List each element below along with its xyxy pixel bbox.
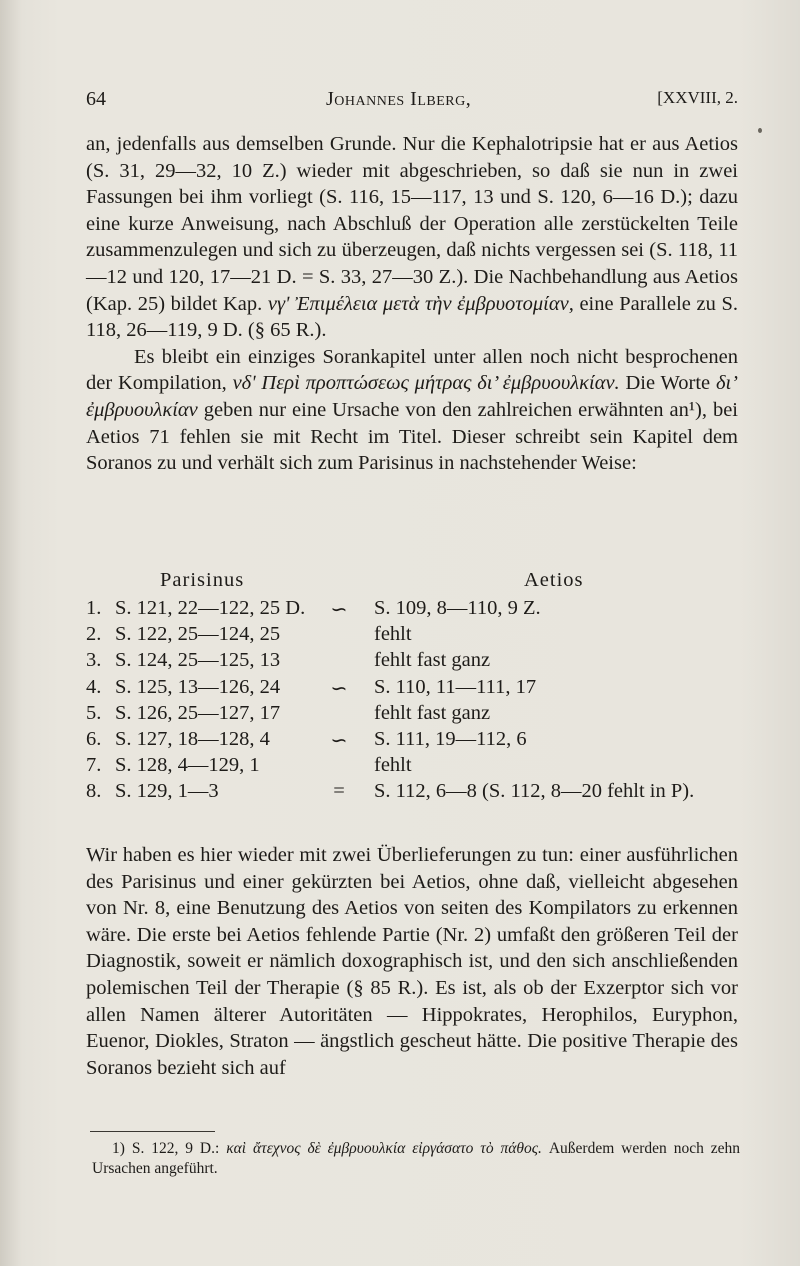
paragraph: Wir haben es hier wieder mit zwei Überlieferungen zu tun: einer ausführlichen des Parisinus und einer gekürzten bei Aetios, ohne daß, vielleicht abgesehen von Nr. 8, eine Benutzung des Aetios von seiten des Kompilators zu erkennen wäre. Die erste bei Aetios fehlende Partie (Nr. 2) umfaßt den größeren Teil der Diagnostik, soweit er nämlich doxographisch ist, und den sich anschließenden polemischen Teil der Therapie (§ 85 R.). Es ist, als ob der Exzerptor sich vor allen Namen älterer Autoritäten — Hippokrates, Herophilos, Euryphon, Euenor, Diokles, Straton — ängstlich gescheut hätte. Die positive Therapie des Soranos bezieht sich auf	[86, 844, 738, 1079]
aetios-cell: S. 109, 8—110, 9 Z.	[374, 597, 541, 619]
row-number: 2.	[86, 623, 102, 646]
relation-symbol: ∽	[330, 599, 348, 621]
parisinus-cell: S. 127, 18—128, 4	[115, 727, 270, 750]
table-row	[86, 702, 756, 728]
text-run: 1) S. 122, 9 D.:	[112, 1140, 227, 1157]
parisinus-cell: S. 125, 13—126, 24	[115, 675, 281, 698]
parisinus-cell: S. 122, 25—124, 25	[115, 623, 281, 646]
parisinus-cell: S. 124, 25—125, 13	[115, 649, 281, 672]
table-row	[86, 754, 756, 780]
aetios-cell: fehlt	[374, 754, 412, 777]
footnote	[92, 1139, 740, 1179]
section-marker: [XXVIII, 2.	[657, 88, 738, 107]
text-run: eine Parallele zu S. 118, 26—119, 9 D. (§ 65 R.).	[86, 292, 738, 342]
text-run: Die Worte	[619, 372, 716, 395]
text-run: Außerdem werden noch zehn Ursachen angeführt.	[92, 1140, 740, 1177]
relation-symbol: ∽	[330, 677, 348, 700]
column-header-parisinus: Parisinus	[160, 569, 245, 591]
greek-text: νδʹ Περὶ προπτώσεως μήτρας δι’ ἐμβρυουλκίαν.	[232, 372, 620, 395]
row-number: 8.	[86, 780, 102, 803]
parisinus-cell: S. 121, 22—122, 25 D.	[115, 597, 306, 619]
table-row	[86, 676, 756, 702]
greek-text: καὶ ἄτεχνος δὲ ἐμβρυουλκία εἰργάσατο τὸ πάθος.	[226, 1140, 542, 1157]
greek-text: δι’ ἐμβρυουλκίαν	[86, 372, 738, 421]
comparison-table	[86, 597, 756, 807]
table-row	[86, 597, 756, 623]
aetios-cell: fehlt fast ganz	[374, 649, 491, 672]
table-row	[86, 649, 756, 675]
comparison-table-header	[86, 569, 746, 595]
text-run: an, jedenfalls aus demselben Grunde. Nur die Kephalotripsie hat er aus Aetios (S. 31, 29—32, 10 Z.) wieder mit abgeschrieben, so daß sie nun in zwei Fassungen bei ihm vorliegt (S. 116, 15—117, 13 und S. 120, 6—16 D.); dazu eine kurze Anweisung, nach Abschluß der Operation alle zerstückelten Teile zusammenzulegen und sich zu überzeugen, daß nichts vergessen sei (S. 118, 11—12 und 120, 17—21 D. = S. 33, 27—30 Z.). Die Nachbehandlung aus Aetios (Kap. 25) bildet Kap.	[86, 133, 738, 315]
row-number: 5.	[86, 701, 102, 724]
text-run: Es bleibt ein einziges Sorankapitel unter allen noch nicht besprochenen der Kompilation,	[86, 345, 738, 395]
text-run: geben nur eine Ursache von den zahlreichen erwähnten an¹), bei Aetios 71 fehlen sie mit Recht im Titel. Dieser schreibt sein Kapitel dem Soranos zu und verhält sich zum Parisinus in nachstehender Weise:	[86, 398, 738, 475]
row-number: 6.	[86, 727, 102, 750]
column-header-aetios: Aetios	[524, 569, 584, 591]
relation-symbol: ∽	[330, 729, 348, 752]
parisinus-cell: S. 128, 4—129, 1	[115, 754, 260, 777]
aetios-cell: S. 110, 11—111, 17	[374, 675, 537, 698]
row-number: 3.	[86, 649, 102, 672]
parisinus-cell: S. 129, 1—3	[115, 780, 219, 803]
body-text-bottom	[86, 842, 738, 1081]
row-number: 4.	[86, 675, 102, 698]
parisinus-cell: S. 126, 25—127, 17	[115, 701, 281, 724]
paragraph	[86, 344, 738, 477]
table-row	[86, 780, 756, 806]
row-number: 7.	[86, 754, 102, 777]
footnote-text	[92, 1139, 740, 1179]
paragraph	[86, 131, 738, 344]
aetios-cell: fehlt	[374, 623, 412, 646]
page-number: 64	[86, 88, 106, 110]
body-text-top	[86, 131, 738, 477]
margin-mark	[758, 128, 762, 133]
aetios-cell: S. 112, 6—8 (S. 112, 8—20 fehlt in P).	[374, 780, 695, 803]
aetios-cell: fehlt fast ganz	[374, 701, 491, 724]
aetios-cell: S. 111, 19—112, 6	[374, 727, 527, 750]
page-header	[86, 88, 738, 116]
footnote-rule	[90, 1131, 215, 1132]
table-row	[86, 623, 756, 649]
running-head: Johannes Ilberg,	[326, 88, 472, 110]
row-number: 1.	[86, 597, 102, 619]
relation-symbol: =	[333, 780, 345, 803]
greek-text: νγʹ Ἐπιμέλεια μετὰ τὴν ἐμβρυοτομίαν,	[267, 292, 574, 315]
table-row	[86, 728, 756, 754]
